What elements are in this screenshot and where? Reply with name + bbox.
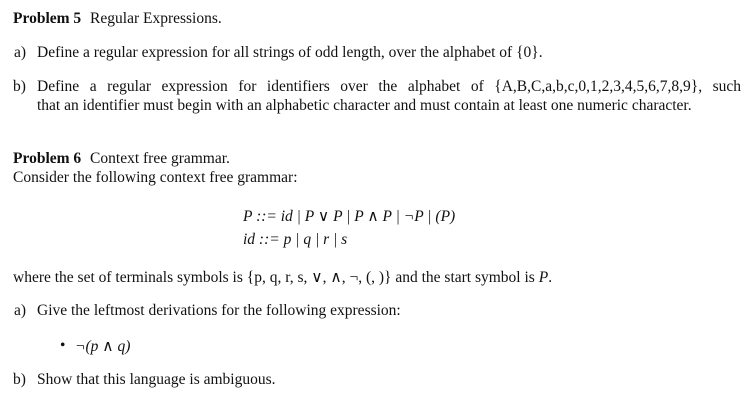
problem-6-part-a-marker: a) — [14, 302, 27, 319]
problem-5-heading — [13, 10, 222, 28]
problem-5-part-b-text-after: , such — [698, 78, 741, 95]
problem-5-part-a-text-before: Define a regular expression for all strings of odd length, over the alphabet of — [37, 44, 513, 61]
problem-5-title: Regular Expressions. — [90, 10, 222, 27]
terminals-sentence — [13, 268, 552, 287]
terminals-set: {p, q, r, s, ∨, ∧, ¬, (, )} — [246, 269, 392, 286]
problem-5-part-b-line-2: that an identifier must begin with an alphabetic character and must contain at least one numeric character. — [37, 97, 692, 114]
expression-to-derive: ¬(p ∧ q) — [75, 338, 131, 355]
problem-5-part-b-line-1 — [37, 78, 741, 96]
problem-5-part-a-text-after: . — [538, 44, 543, 61]
problem-6-label: Problem 6 — [13, 150, 82, 167]
problem-6-title: Context free grammar. — [90, 150, 230, 167]
start-symbol: P — [538, 269, 549, 286]
problem-6-part-a-text: Give the leftmost derivations for the following expression: — [37, 302, 401, 319]
problem-5-part-a-text — [37, 44, 543, 62]
bullet-marker: • — [60, 337, 66, 354]
problem-5-part-b-set: {A,B,C,a,b,c,0,1,2,3,4,5,6,7,8,9} — [494, 78, 699, 95]
problem-6-heading — [13, 150, 230, 168]
problem-5-part-b-marker: b) — [13, 78, 26, 95]
terminals-text-middle: and the start symbol is — [395, 269, 535, 286]
terminals-text-end: . — [548, 269, 553, 286]
problem-5-part-a-marker: a) — [14, 44, 27, 61]
problem-5-part-a-set: {0} — [516, 44, 539, 61]
grammar-rule-id: id ::= p | q | r | s — [243, 231, 348, 248]
problem-6-part-b-text: Show that this language is ambiguous. — [37, 371, 276, 388]
problem-5-label: Problem 5 — [13, 10, 82, 27]
problem-6-intro: Consider the following context free grammar: — [13, 169, 298, 186]
problem-5-part-b-text-before: Define a regular expression for identifiers over the alphabet of — [37, 78, 484, 95]
terminals-text-before: where the set of terminals symbols is — [13, 269, 243, 286]
problem-6-part-b-marker: b) — [13, 371, 26, 388]
grammar-rule-p: P ::= id | P ∨ P | P ∧ P | ¬P | (P) — [243, 208, 456, 225]
